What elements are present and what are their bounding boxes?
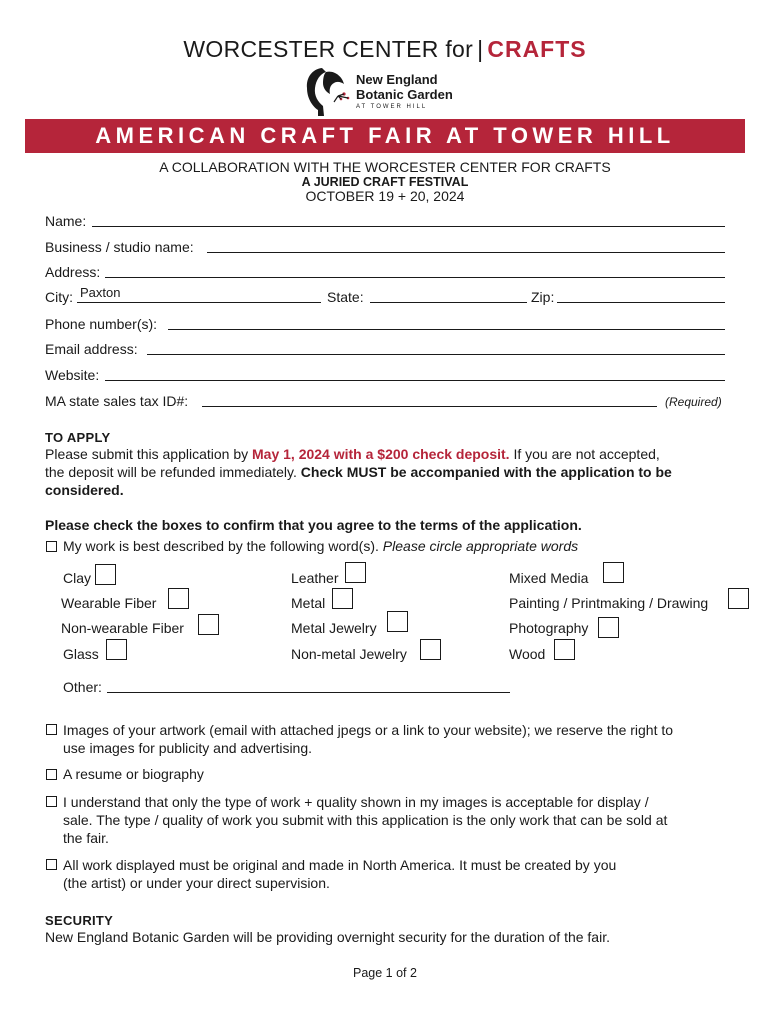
original-work-text-1: All work displayed must be original and made in North America. It must be created by you <box>63 857 617 873</box>
phone-label: Phone number(s): <box>45 316 158 332</box>
other-field[interactable] <box>63 679 513 699</box>
email-label: Email address: <box>45 341 138 357</box>
title-banner: AMERICAN CRAFT FAIR AT TOWER HILL <box>25 119 745 153</box>
tax-id-field[interactable] <box>45 393 725 413</box>
metal-box[interactable] <box>332 588 353 609</box>
glass-box[interactable] <box>106 639 127 660</box>
wcc-logo: WORCESTER CENTER for | CRAFTS <box>183 36 587 62</box>
nebg-logo <box>304 66 504 120</box>
clay-box[interactable] <box>95 564 116 585</box>
category-non-wearable-fiber[interactable]: Non-wearable Fiber <box>61 620 184 636</box>
security-text: New England Botanic Garden will be providing overnight security for the duration of the fair. <box>45 929 610 945</box>
website-line[interactable] <box>105 380 725 381</box>
zip-line[interactable] <box>557 302 725 303</box>
wearable-fiber-box[interactable] <box>168 588 189 609</box>
tree-silhouette-icon <box>304 66 350 118</box>
quality-text-1: I understand that only the type of work + quality shown in my images is acceptable for display / <box>63 794 649 810</box>
category-metal-jewelry[interactable]: Metal Jewelry <box>291 620 377 636</box>
resume-text: A resume or biography <box>63 766 204 782</box>
original-work-text-2: (the artist) or under your direct supervision. <box>63 875 330 891</box>
check-requirement-text: Check MUST be accompanied with the application to be <box>300 464 672 480</box>
city-line[interactable] <box>77 302 321 303</box>
quality-text-3: the fair. <box>63 830 109 846</box>
apply-text-1: Please submit this application by <box>45 446 252 462</box>
subtitle-collaboration: A COLLABORATION WITH THE WORCESTER CENTER FOR CRAFTS <box>159 159 611 175</box>
subtitle-dates: OCTOBER 19 + 20, 2024 <box>305 188 465 204</box>
non-wearable-fiber-box[interactable] <box>198 614 219 635</box>
business-line[interactable] <box>207 252 725 253</box>
city-label: City: <box>45 289 73 305</box>
non-metal-jewelry-box[interactable] <box>420 639 441 660</box>
city-state-zip-row <box>45 285 725 309</box>
to-apply-heading: TO APPLY <box>45 430 111 445</box>
address-field[interactable] <box>45 264 725 284</box>
original-work-checkbox[interactable] <box>46 859 57 870</box>
apply-paragraph <box>45 445 745 499</box>
business-label: Business / studio name: <box>45 239 194 255</box>
confirm-heading: Please check the boxes to confirm that you agree to the terms of the application. <box>45 517 582 533</box>
category-glass[interactable]: Glass <box>63 646 99 662</box>
deadline-text: May 1, 2024 with a $200 check deposit. <box>252 446 510 462</box>
quality-text <box>63 793 743 847</box>
images-text-1: Images of your artwork (email with attached jpegs or a link to your website); we reserve the right to <box>63 722 674 738</box>
category-photography[interactable]: Photography <box>509 620 589 636</box>
subtitle-juried: A JURIED CRAFT FESTIVAL <box>301 175 469 189</box>
work-description-text <box>63 538 578 554</box>
website-label: Website: <box>45 367 100 383</box>
painting-box[interactable] <box>728 588 749 609</box>
other-line[interactable] <box>107 692 510 693</box>
category-non-metal-jewelry[interactable]: Non-metal Jewelry <box>291 646 407 662</box>
nebg-name-3: AT TOWER HILL <box>356 104 428 110</box>
email-field[interactable] <box>45 341 725 361</box>
apply-text-2: If you are not accepted, <box>509 446 660 462</box>
category-painting[interactable]: Painting / Printmaking / Drawing <box>509 595 709 611</box>
check-requirement-text-2: considered. <box>45 482 124 498</box>
work-description-label: My work is best described by the following word(s). <box>63 538 383 554</box>
state-line[interactable] <box>370 302 527 303</box>
address-label: Address: <box>45 264 101 280</box>
wood-box[interactable] <box>554 639 575 660</box>
mixed-media-box[interactable] <box>603 562 624 583</box>
original-work-text <box>63 856 743 892</box>
images-text <box>63 721 743 757</box>
images-checkbox[interactable] <box>46 724 57 735</box>
photography-box[interactable] <box>598 617 619 638</box>
metal-jewelry-box[interactable] <box>387 611 408 632</box>
name-line[interactable] <box>92 226 725 227</box>
category-mixed-media[interactable]: Mixed Media <box>509 570 589 586</box>
address-line[interactable] <box>105 277 725 278</box>
phone-field[interactable] <box>45 316 725 336</box>
phone-line[interactable] <box>168 329 725 330</box>
circle-note: Please circle appropriate words <box>382 538 579 554</box>
wcc-name: WORCESTER CENTER for <box>183 36 474 62</box>
category-metal[interactable]: Metal <box>291 595 326 611</box>
category-clay[interactable]: Clay <box>63 570 92 586</box>
email-line[interactable] <box>147 354 725 355</box>
resume-checkbox[interactable] <box>46 769 57 780</box>
business-field[interactable] <box>45 239 725 259</box>
other-label: Other: <box>63 679 102 695</box>
name-label: Name: <box>45 213 87 229</box>
zip-label: Zip: <box>531 289 555 305</box>
category-wood[interactable]: Wood <box>509 646 546 662</box>
tax-id-line[interactable] <box>202 406 657 407</box>
category-leather[interactable]: Leather <box>291 570 339 586</box>
nebg-name-1: New England <box>356 72 438 87</box>
apply-text-3: the deposit will be refunded immediately. <box>45 464 301 480</box>
quality-checkbox[interactable] <box>46 796 57 807</box>
nebg-name-2: Botanic Garden <box>356 87 453 102</box>
city-value[interactable]: Paxton <box>80 285 121 300</box>
website-field[interactable] <box>45 367 725 387</box>
state-label: State: <box>327 289 364 305</box>
leather-box[interactable] <box>345 562 366 583</box>
work-description-checkbox[interactable] <box>46 541 57 552</box>
security-heading: SECURITY <box>45 913 114 928</box>
wcc-crafts: CRAFTS <box>487 36 587 62</box>
page-number: Page 1 of 2 <box>353 966 417 980</box>
name-field[interactable] <box>45 213 725 233</box>
quality-text-2: sale. The type / quality of work you submit with this application is the only work that can be sold at <box>63 812 668 828</box>
required-note: (Required) <box>665 395 722 409</box>
tax-id-label: MA state sales tax ID#: <box>45 393 189 409</box>
images-text-2: use images for publicity and advertising. <box>63 740 313 756</box>
category-wearable-fiber[interactable]: Wearable Fiber <box>61 595 157 611</box>
